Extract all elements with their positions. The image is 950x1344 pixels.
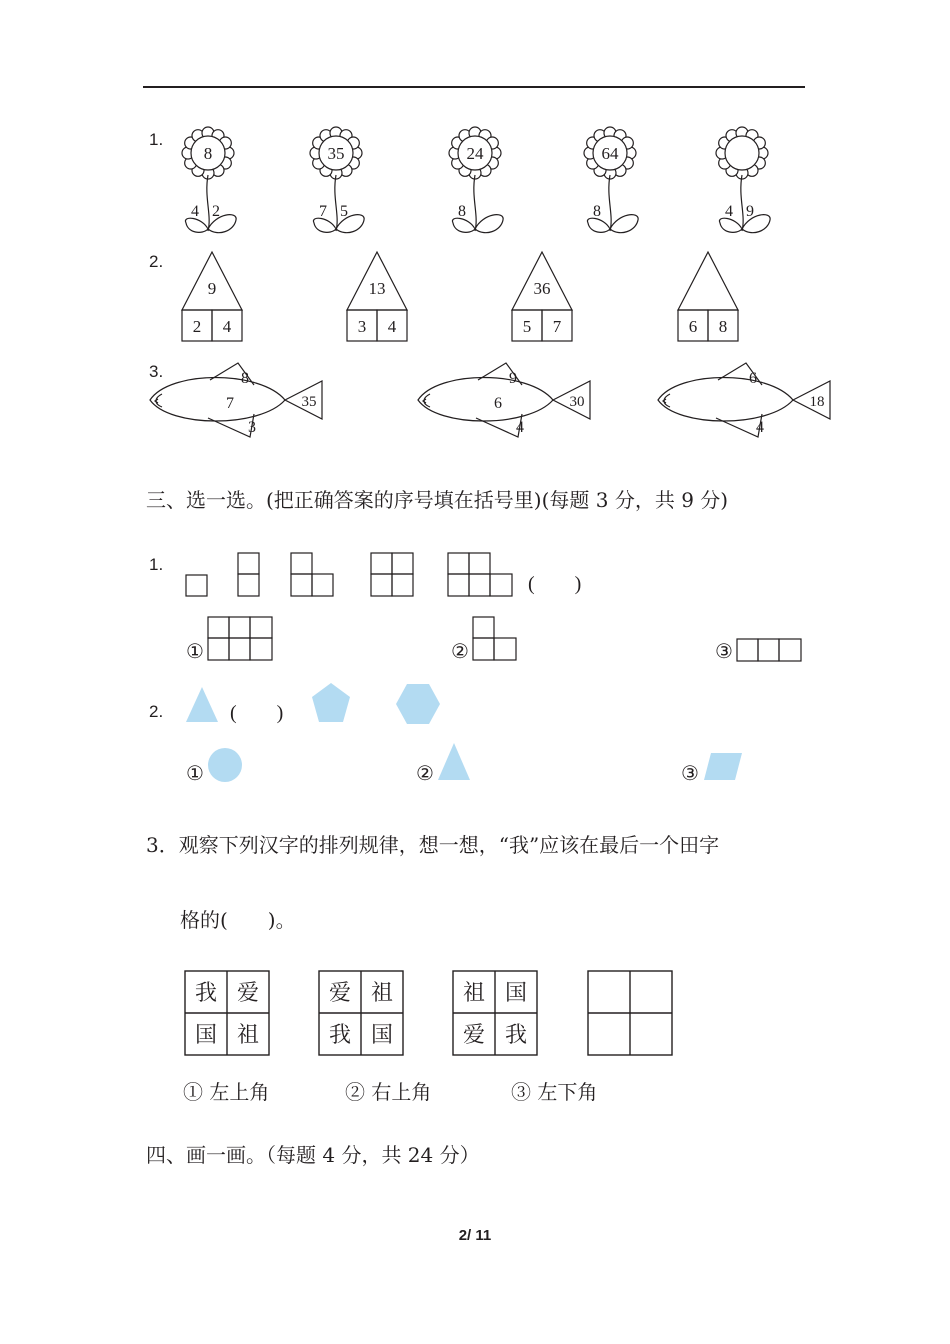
- char-grid-3-top-right: 国: [504, 981, 528, 1006]
- fishes-label: 3.: [149, 362, 164, 381]
- fish-1-tail-number: 35: [301, 394, 317, 410]
- q3-question-line2: 格的( )。: [180, 908, 296, 932]
- flower-5: [716, 127, 770, 233]
- flower-3-center-number: 24: [466, 144, 484, 163]
- seq-5-blocks: [448, 553, 512, 596]
- flower-4: [584, 127, 638, 233]
- fish-3: [658, 363, 830, 437]
- char-grid-1-bottom-right: 祖: [236, 1023, 260, 1048]
- house-row: [140, 245, 820, 345]
- house-3: [512, 252, 572, 341]
- fish-1-bottom-fin-number: 3: [248, 419, 256, 436]
- q2-option-3-parallelogram: [703, 752, 743, 782]
- q1-block-sequence: [180, 548, 520, 598]
- char-grid-1-bottom-left: 国: [194, 1023, 218, 1048]
- char-grid-2-bottom-right: 国: [370, 1023, 394, 1048]
- flower-3: [449, 127, 503, 233]
- seq-4-blocks: [371, 553, 413, 596]
- fish-1-top-fin-number: 8: [241, 370, 249, 387]
- char-grid-1-top-left: 我: [194, 981, 218, 1006]
- q2-option-1-circle: [207, 747, 243, 783]
- q2-option-1-marker: ①: [186, 761, 204, 785]
- fish-2-body-number: 6: [494, 395, 502, 412]
- q1-option-2-marker: ②: [451, 639, 469, 663]
- q1-option-3-marker: ③: [715, 639, 733, 663]
- char-grid-2-bottom-left: 我: [328, 1023, 352, 1048]
- q3-option-3: ③ 左下角: [511, 1080, 598, 1104]
- char-grid-3-bottom-right: 我: [504, 1023, 528, 1048]
- flower-2-right-leaf-number: 5: [340, 203, 348, 220]
- q1-option-3-shape: [736, 638, 806, 664]
- char-grid-2-top-right: 祖: [370, 981, 394, 1006]
- house-1: [182, 252, 242, 341]
- fish-3-tail-number: 18: [809, 394, 825, 410]
- char-grid-3: [453, 971, 537, 1055]
- flower-4-center-number: 64: [601, 144, 619, 163]
- q3-option-2: ② 右上角: [345, 1080, 432, 1104]
- char-grid-4: [588, 971, 672, 1055]
- section3-title: 三、选一选。(把正确答案的序号填在括号里)(每题 3 分，共 9 分): [146, 488, 729, 512]
- q2-option-3-marker: ③: [681, 761, 699, 785]
- fish-3-top-fin-number: 6: [749, 370, 757, 387]
- house-1-left-room-number: 2: [192, 317, 202, 336]
- q2-pentagon: [310, 682, 352, 724]
- flower-row: [140, 120, 820, 232]
- char-grid-3-bottom-left: 爱: [462, 1023, 486, 1048]
- char-grid-1-top-right: 爱: [236, 981, 260, 1006]
- q3-character-grids: [180, 966, 680, 1060]
- seq-3-blocks: [291, 553, 333, 596]
- char-grid-1: [185, 971, 269, 1055]
- q3-question-line1: 3．观察下列汉字的排列规律，想一想，“我”应该在最后一个田字: [146, 833, 720, 857]
- house-4: [678, 252, 738, 341]
- house-4-left-room-number: 6: [688, 317, 698, 336]
- fish-1: [150, 363, 322, 437]
- house-3-left-room-number: 5: [522, 317, 532, 336]
- flower-1-left-leaf-number: 4: [191, 203, 199, 220]
- q1-label: 1.: [149, 555, 164, 574]
- flower-1: [182, 127, 236, 233]
- houses-label: 2.: [149, 252, 164, 271]
- q1-option-1-shape: [207, 616, 277, 664]
- flower-3-left-leaf-number: 8: [458, 203, 466, 220]
- fish-2-bottom-fin-number: 4: [516, 419, 524, 436]
- char-grid-2: [319, 971, 403, 1055]
- house-2-right-room-number: 4: [387, 317, 397, 336]
- q2-option-2-marker: ②: [416, 761, 434, 785]
- q2-option-2-triangle: [436, 742, 472, 782]
- q2-triangle: [184, 686, 220, 724]
- house-3-right-room-number: 7: [552, 317, 562, 336]
- flowers-label: 1.: [149, 130, 164, 149]
- house-4-right-room-number: 8: [718, 317, 728, 336]
- house-1-roof-number: 9: [207, 279, 217, 298]
- q3-option-1: ① 左上角: [183, 1080, 270, 1104]
- fish-1-body-number: 7: [226, 395, 234, 412]
- q2-hexagon: [395, 683, 441, 725]
- q2-answer-blank[interactable]: ( ): [230, 702, 284, 724]
- seq-2-blocks: [238, 553, 259, 596]
- fish-2-tail-number: 30: [569, 394, 585, 410]
- house-2-roof-number: 13: [368, 279, 386, 298]
- flower-5-left-leaf-number: 4: [725, 203, 733, 220]
- fish-row: [140, 355, 825, 445]
- q1-option-1-marker: ①: [186, 639, 204, 663]
- q1-option-2-shape: [472, 616, 522, 664]
- house-1-right-room-number: 4: [222, 317, 232, 336]
- fish-3-bottom-fin-number: 4: [756, 419, 764, 436]
- header-rule: [143, 86, 805, 88]
- seq-1-block: [186, 575, 207, 596]
- q1-answer-blank[interactable]: ( ): [528, 573, 582, 595]
- char-grid-2-top-left: 爱: [328, 981, 352, 1006]
- house-3-roof-number: 36: [533, 279, 551, 298]
- flower-1-right-leaf-number: 2: [212, 203, 220, 220]
- char-grid-3-top-left: 祖: [462, 981, 486, 1006]
- q2-label: 2.: [149, 702, 164, 721]
- flower-4-left-leaf-number: 8: [593, 203, 601, 220]
- house-2: [347, 252, 407, 341]
- page-number: 2/ 11: [458, 1227, 492, 1244]
- flower-5-right-leaf-number: 9: [746, 203, 754, 220]
- section4-title: 四、画一画。（每题 4 分，共 24 分）: [146, 1143, 480, 1167]
- flower-2-center-number: 35: [327, 144, 345, 163]
- house-2-left-room-number: 3: [357, 317, 367, 336]
- fish-2: [418, 363, 590, 437]
- flower-2-left-leaf-number: 7: [319, 203, 327, 220]
- flower-1-center-number: 8: [203, 144, 213, 163]
- fish-2-top-fin-number: 9: [509, 370, 517, 387]
- flower-2: [310, 127, 364, 233]
